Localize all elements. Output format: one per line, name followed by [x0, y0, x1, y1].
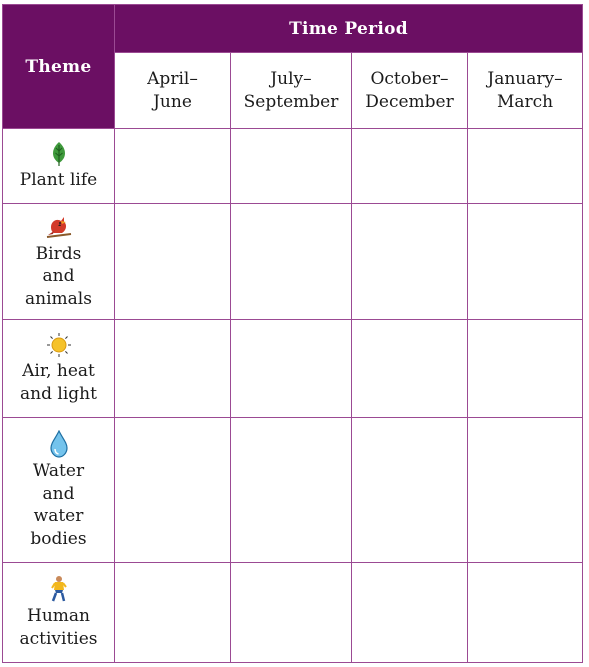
period-label: October– December	[365, 68, 454, 112]
theme-label: Plant life	[19, 169, 98, 190]
table-row	[3, 129, 583, 204]
table-cell[interactable]	[468, 418, 583, 563]
table-cell[interactable]	[115, 320, 231, 418]
table-cell[interactable]	[231, 320, 352, 418]
table-cell[interactable]	[352, 563, 468, 663]
theme-label: Air, heat and light	[20, 361, 97, 404]
theme-label: Human activities	[19, 606, 98, 649]
theme-header: Theme	[3, 5, 115, 129]
table-cell[interactable]	[468, 129, 583, 204]
period-label: January– March	[487, 68, 563, 112]
period-january-march	[468, 53, 583, 129]
theme-label: Water and water bodies	[30, 461, 87, 549]
period-october-december	[352, 53, 468, 129]
period-april-june	[115, 53, 231, 129]
table-cell[interactable]	[352, 129, 468, 204]
theme-time-period-table	[2, 4, 583, 663]
table-cell[interactable]	[468, 563, 583, 663]
table-cell[interactable]	[231, 204, 352, 320]
theme-cell-water	[3, 418, 115, 563]
table-cell[interactable]	[352, 320, 468, 418]
table-cell[interactable]	[115, 204, 231, 320]
time-period-table-wrapper	[2, 4, 583, 663]
water-drop-icon	[48, 430, 70, 458]
table-cell[interactable]	[231, 563, 352, 663]
theme-label: Birds and animals	[25, 243, 92, 309]
table-row	[3, 418, 583, 563]
table-row	[3, 204, 583, 320]
theme-cell-plant-life	[3, 129, 115, 204]
table-cell[interactable]	[352, 418, 468, 563]
theme-cell-birds-animals	[3, 204, 115, 320]
leaf-icon	[49, 141, 69, 167]
period-label: April– June	[147, 68, 198, 112]
table-cell[interactable]	[468, 204, 583, 320]
person-icon	[49, 575, 69, 603]
period-july-september	[231, 53, 352, 129]
time-period-header: Time Period	[115, 5, 583, 53]
table-cell[interactable]	[115, 563, 231, 663]
table-row	[3, 320, 583, 418]
period-label: July– September	[243, 68, 339, 112]
table-cell[interactable]	[115, 129, 231, 204]
table-cell[interactable]	[468, 320, 583, 418]
table-cell[interactable]	[231, 129, 352, 204]
table-cell[interactable]	[352, 204, 468, 320]
table-cell[interactable]	[115, 418, 231, 563]
table-cell[interactable]	[231, 418, 352, 563]
bird-icon	[45, 213, 73, 241]
sun-icon	[46, 332, 72, 358]
theme-cell-air-heat-light	[3, 320, 115, 418]
table-row	[3, 563, 583, 663]
theme-cell-human-activities	[3, 563, 115, 663]
